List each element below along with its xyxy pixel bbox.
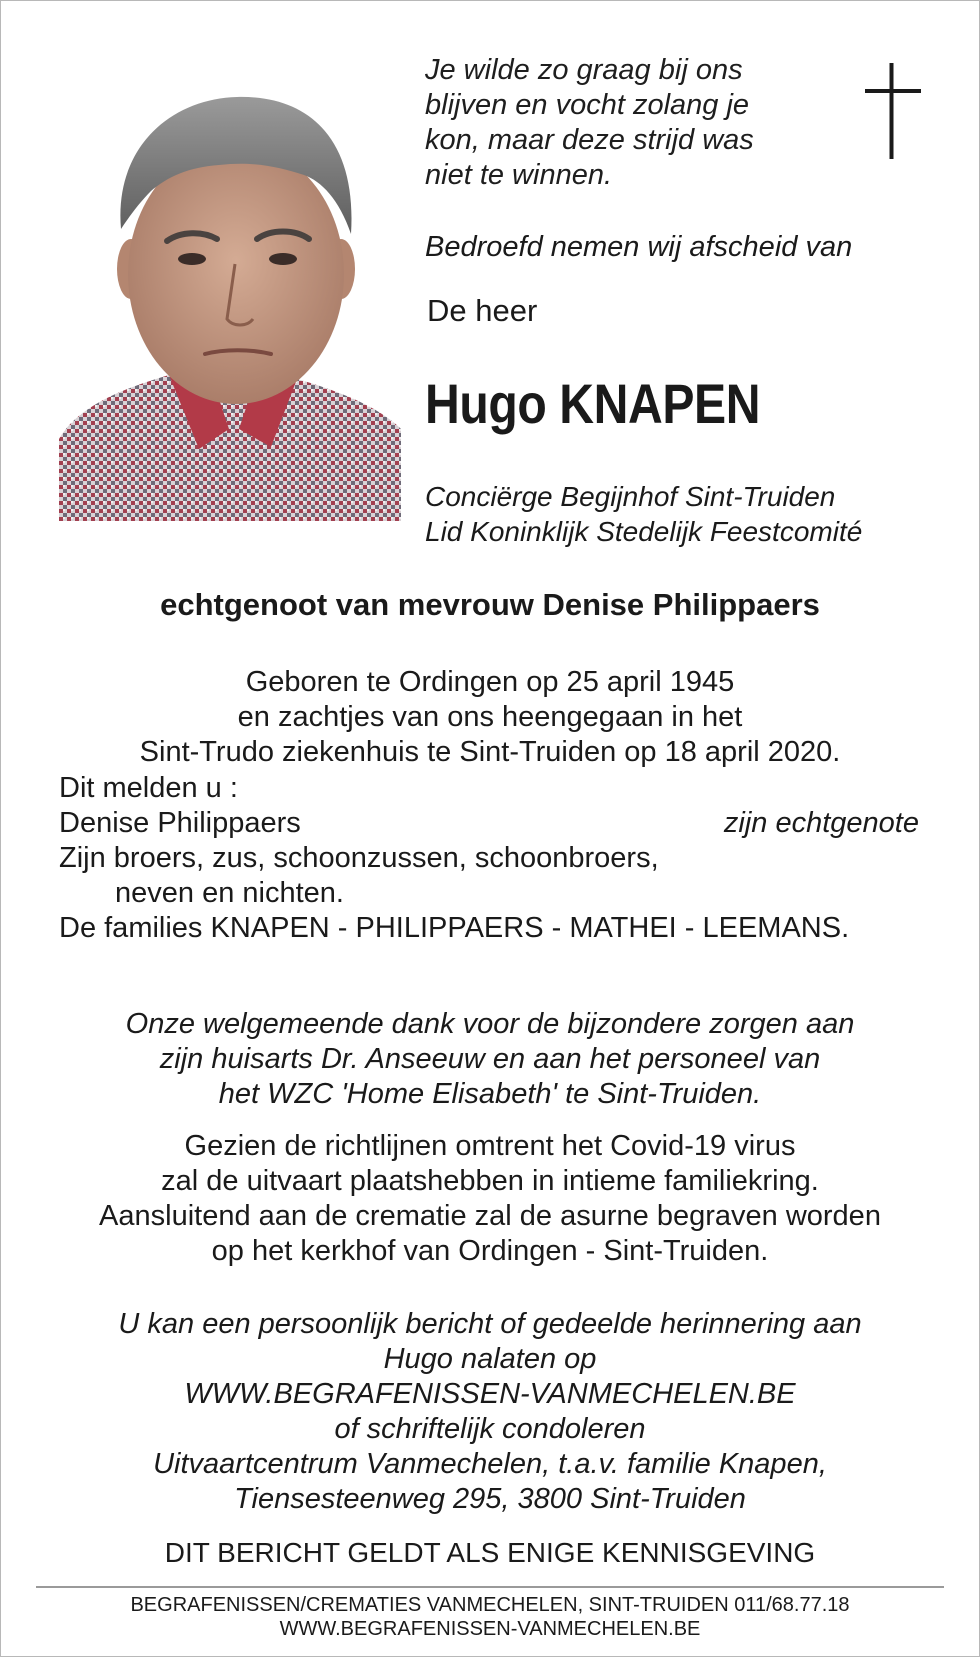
spouse-line: echtgenoot van mevrouw Denise Philippaers — [160, 587, 820, 622]
arrangement-line: Aansluitend aan de crematie zal de asurne begraven worden — [99, 1200, 881, 1232]
portrait-photo — [59, 69, 401, 521]
arrangement-line: Gezien de richtlijnen omtrent het Covid-19 virus — [184, 1130, 796, 1162]
role-line: Conciërge Begijnhof Sint-Truiden — [425, 481, 836, 512]
condolence-line: U kan een persoonlijk bericht of gedeelde herinnering aan — [118, 1308, 862, 1340]
info-line: Geboren te Ordingen op 25 april 1945 — [245, 666, 735, 698]
notice-heading: Dit melden u : — [59, 772, 238, 804]
arrangement-line: zal de uitvaart plaatshebben in intieme familiekring. — [161, 1165, 819, 1197]
footer — [1, 1593, 979, 1641]
thanks-line: zijn huisarts Dr. Anseeuw en aan het personeel van — [159, 1043, 821, 1075]
birth-death-info — [1, 665, 979, 770]
thanks-line: Onze welgemeende dank voor de bijzondere zorgen aan — [125, 1008, 855, 1040]
family-notice — [59, 771, 919, 946]
siblings-line: Zijn broers, zus, schoonzussen, schoonbroers, — [59, 842, 659, 874]
footer-divider — [36, 1586, 944, 1588]
condolence-address: Tiensesteenweg 295, 3800 Sint-Truiden — [234, 1483, 746, 1515]
quote-line: blijven en vocht zolang je — [425, 89, 750, 121]
farewell-line: Bedroefd nemen wij afscheid van — [425, 231, 853, 263]
condolence-info — [1, 1307, 979, 1517]
honorific: De heer — [427, 293, 538, 328]
families-line: De families KNAPEN - PHILIPPAERS - MATHEI - LEEMANS. — [59, 912, 850, 944]
spouse-name: Denise Philippaers — [59, 807, 301, 839]
info-line: en zachtjes van ons heengegaan in het — [237, 701, 743, 733]
quote-line: kon, maar deze strijd was — [425, 124, 754, 156]
funeral-arrangements — [1, 1129, 979, 1269]
info-line: Sint-Trudo ziekenhuis te Sint-Truiden op 18 april 2020. — [139, 736, 841, 768]
spouse-row — [59, 806, 919, 841]
condolence-website: WWW.BEGRAFENISSEN-VANMECHELEN.BE — [184, 1378, 796, 1410]
condolence-line: Hugo nalaten op — [383, 1343, 597, 1375]
thanks-message — [1, 1007, 979, 1112]
siblings-line: neven en nichten. — [115, 877, 344, 909]
quote-line: niet te winnen. — [425, 159, 613, 191]
official-notice: DIT BERICHT GELDT ALS ENIGE KENNISGEVING — [164, 1537, 816, 1568]
role-line: Lid Koninklijk Stedelijk Feestcomité — [425, 516, 863, 547]
funeral-home-website: WWW.BEGRAFENISSEN-VANMECHELEN.BE — [279, 1618, 701, 1640]
deceased-name: Hugo KNAPEN — [425, 372, 761, 435]
roles — [425, 479, 862, 549]
arrangement-line: op het kerkhof van Ordingen - Sint-Truiden. — [211, 1235, 769, 1267]
condolence-line: of schriftelijk condoleren — [334, 1413, 646, 1445]
memorial-quote — [425, 53, 845, 193]
quote-line: Je wilde zo graag bij ons — [425, 54, 743, 86]
condolence-address: Uitvaartcentrum Vanmechelen, t.a.v. familie Knapen, — [153, 1448, 827, 1480]
spouse-relation: zijn echtgenote — [723, 807, 919, 839]
thanks-line: het WZC 'Home Elisabeth' te Sint-Truiden. — [218, 1078, 762, 1110]
funeral-home-line: BEGRAFENISSEN/CREMATIES VANMECHELEN, SINT-TRUIDEN 011/68.77.18 — [130, 1594, 850, 1616]
cross-icon — [865, 63, 921, 159]
